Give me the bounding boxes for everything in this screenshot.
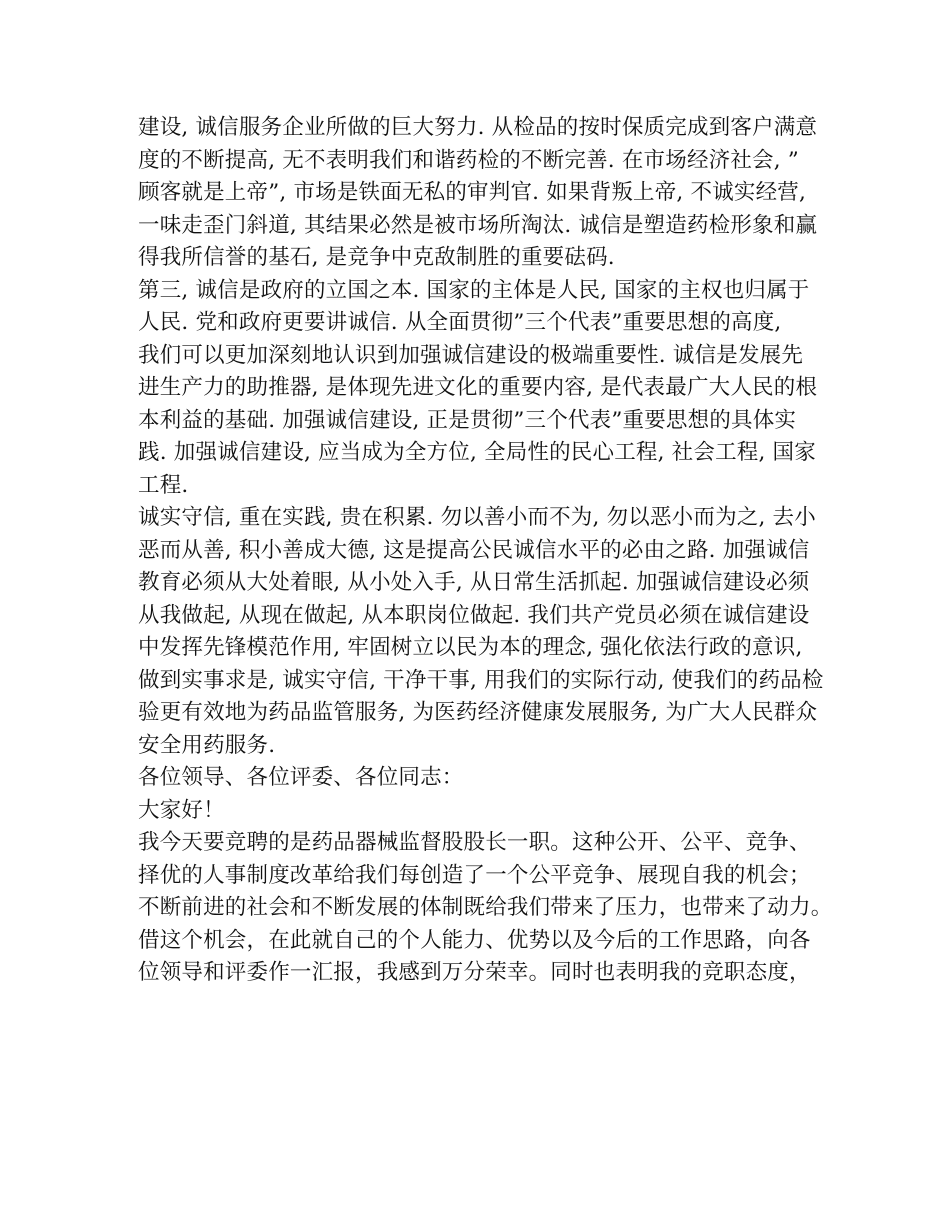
greeting-line: 大家好！ xyxy=(138,797,225,823)
text-line: 度的不断提高, 无不表明我们和谐药检的不断完善. 在市场经济社会, ” xyxy=(138,147,799,173)
salutation-line: 各位领导、各位评委、各位同志： xyxy=(138,765,464,790)
document-body xyxy=(138,112,833,990)
text-line: 工程. xyxy=(138,472,189,498)
text-line: 恶而从善, 积小善成大德, 这是提高公民诚信水平的必由之路. 加强诚信 xyxy=(138,537,810,563)
text-line: 第三, 诚信是政府的立国之本. 国家的主体是人民, 国家的主权也归属于 xyxy=(138,277,810,303)
text-line: 教育必须从大处着眼, 从小处入手, 从日常生活抓起. 加强诚信建设必须 xyxy=(138,570,810,595)
text-line: 我今天要竞聘的是药品器械监督股股长一职。这种公开、公平、竞争、 xyxy=(138,830,811,855)
text-line: 一味走歪门斜道, 其结果必然是被市场所淘汰. 诚信是塑造药检形象和赢 xyxy=(138,212,818,238)
text-line: 进生产力的助推器, 是体现先进文化的重要内容, 是代表最广大人民的根 xyxy=(138,375,818,400)
text-line: 人民. 党和政府更要讲诚信. 从全面贯彻”三个代表”重要思想的高度, xyxy=(138,310,782,335)
text-line: 践. 加强诚信建设, 应当成为全方位, 全局性的民心工程, 社会工程, 国家 xyxy=(138,440,816,465)
text-line: 验更有效地为药品监管服务, 为医药经济健康发展服务, 为广大人民群众 xyxy=(138,700,818,725)
text-line: 借这个机会，在此就自己的个人能力、优势以及今后的工作思路，向各 xyxy=(138,927,811,953)
text-line: 择优的人事制度改革给我们每创造了一个公平竞争、展现自我的机会； xyxy=(138,862,811,888)
text-line: 安全用药服务. xyxy=(138,732,276,758)
text-line: 不断前进的社会和不断发展的体制既给我们带来了压力，也带来了动力。 xyxy=(138,895,833,920)
text-line: 建设, 诚信服务企业所做的巨大努力. 从检品的按时保质完成到客户满意 xyxy=(138,115,818,140)
text-line: 从我做起, 从现在做起, 从本职岗位做起. 我们共产党员必须在诚信建设 xyxy=(138,602,810,628)
text-line: 诚实守信, 重在实践, 贵在积累. 勿以善小而不为, 勿以恶小而为之, 去小 xyxy=(138,505,816,530)
text-line: 顾客就是上帝”, 市场是铁面无私的审判官. 如果背叛上帝, 不诚实经营, xyxy=(138,180,807,205)
text-line: 做到实事求是, 诚实守信, 干净干事, 用我们的实际行动, 使我们的药品检 xyxy=(138,667,824,693)
text-line: 本利益的基础. 加强诚信建设, 正是贯彻”三个代表”重要思想的具体实 xyxy=(138,407,797,433)
text-line: 得我所信誉的基石, 是竞争中克敌制胜的重要砝码. xyxy=(138,245,615,270)
text-line: 中发挥先锋模范作用, 牢固树立以民为本的理念, 强化依法行政的意识, xyxy=(138,635,803,660)
text-line: 位领导和评委作一汇报，我感到万分荣幸。同时也表明我的竞职态度， xyxy=(138,960,811,985)
text-line: 我们可以更加深刻地认识到加强诚信建设的极端重要性. 诚信是发展先 xyxy=(138,342,804,368)
